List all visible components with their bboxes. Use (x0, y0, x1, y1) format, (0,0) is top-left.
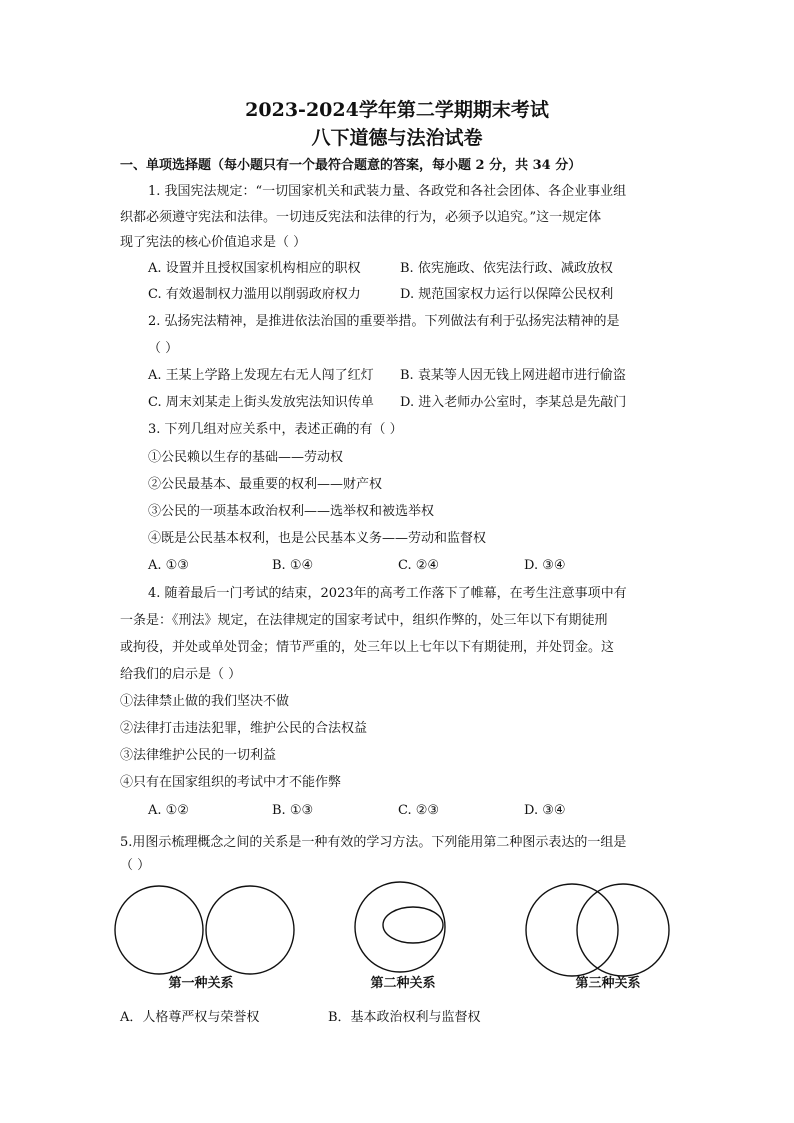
section-heading: 一、单项选择题（每小题只有一个最符合题意的答案，每小题 2 分，共 34 分） (120, 158, 582, 173)
q4-line-4: 给我们的启示是（ ） (120, 667, 242, 682)
diagram-contained-circles (355, 882, 445, 972)
q1-line-3: 现了宪法的核心价值追求是（ ） (120, 235, 307, 250)
q2-line-2: （ ） (148, 341, 179, 356)
diagram-separate-circles (115, 886, 294, 974)
q3-statement-2: ②公民最基本、最重要的权利——财产权 (148, 477, 383, 492)
q3-statement-3: ③公民的一项基本政治权利——选举权和被选举权 (148, 504, 435, 519)
q3-option-d: D. ③④ (524, 558, 566, 573)
circle-right-b (577, 884, 669, 976)
circle-outer (355, 882, 445, 972)
q1-option-c: C. 有效遏制权力滥用以削弱政府权力 (148, 287, 361, 302)
q3-option-b: B. ①④ (272, 558, 314, 573)
q3-option-c: C. ②④ (398, 558, 440, 573)
q4-statement-2: ②法律打击违法犯罪，维护公民的合法权益 (120, 721, 368, 736)
q2-option-d: D. 进入老师办公室时，李某总是先敲门 (400, 395, 627, 410)
q4-line-2: 一条是：《刑法》规定，在法律规定的国家考试中，组织作弊的，处三年以下有期徒刑 (120, 613, 608, 628)
q1-line-2: 织都必须遵守宪法和法律。一切违反宪法和法律的行为，必须予以追究。”这一规定体 (120, 210, 602, 225)
q5-option-a: A．人格尊严权与荣誉权 (120, 1010, 260, 1025)
ellipse-inner (383, 907, 443, 943)
q2-line-1: 2. 弘扬宪法精神，是推进依法治国的重要举措。下列做法有利于弘扬宪法精神的是 (148, 314, 620, 329)
q2-option-b: B. 袁某等人因无钱上网进超市进行偷盗 (400, 368, 626, 383)
q1-option-a: A. 设置并且授权国家机构相应的职权 (148, 261, 361, 276)
q3-option-a: A. ①③ (148, 558, 189, 573)
q4-statement-4: ④只有在国家组织的考试中才不能作弊 (120, 775, 342, 790)
q1-line-1: 1. 我国宪法规定：“一切国家机关和武装力量、各政党和各社会团体、各企业事业组 (148, 184, 627, 199)
q4-line-1: 4. 随着最后一门考试的结束，2023年的高考工作落下了帷幕，在考生注意事项中有 (148, 586, 627, 601)
circle-left-a (115, 886, 203, 974)
q5-option-b: B．基本政治权利与监督权 (328, 1010, 481, 1025)
q4-option-c: C. ②③ (398, 803, 440, 818)
q5-line-2: （ ） (120, 858, 151, 873)
q3-line-1: 3. 下列几组对应关系中，表述正确的有（ ） (148, 422, 403, 437)
q4-option-a: A. ①② (148, 803, 189, 818)
q5-line-1: 5.用图示梳理概念之间的关系是一种有效的学习方法。下列能用第二种图示表达的一组是 (120, 835, 627, 850)
q4-option-d: D. ③④ (524, 803, 566, 818)
exam-title: 2023-2024学年第二学期期末考试 (245, 99, 549, 121)
circle-right-a (526, 884, 618, 976)
diagram-label-1: 第一种关系 (168, 976, 234, 991)
q3-statement-4: ④既是公民基本权利，也是公民基本义务——劳动和监督权 (148, 531, 487, 546)
q4-statement-1: ①法律禁止做的我们坚决不做 (120, 694, 290, 709)
q1-option-d: D. 规范国家权力运行以保障公民权利 (400, 287, 614, 302)
q4-option-b: B. ①③ (272, 803, 314, 818)
q4-statement-3: ③法律维护公民的一切利益 (120, 748, 277, 763)
exam-subtitle: 八下道德与法治试卷 (311, 127, 483, 149)
q2-option-a: A. 王某上学路上发现左右无人闯了红灯 (148, 368, 374, 383)
circle-left-b (206, 886, 294, 974)
diagram-overlapping-circles (526, 884, 669, 976)
q1-option-b: B. 依宪施政、依宪法行政、减政放权 (400, 261, 613, 276)
q4-line-3: 或拘役，并处或单处罚金；情节严重的，处三年以上七年以下有期徒刑，并处罚金。这 (120, 640, 615, 655)
q3-statement-1: ①公民赖以生存的基础——劳动权 (148, 450, 344, 465)
diagram-label-3: 第三种关系 (575, 976, 641, 991)
q2-option-c: C. 周末刘某走上街头发放宪法知识传单 (148, 395, 374, 410)
diagram-label-2: 第二种关系 (370, 976, 436, 991)
